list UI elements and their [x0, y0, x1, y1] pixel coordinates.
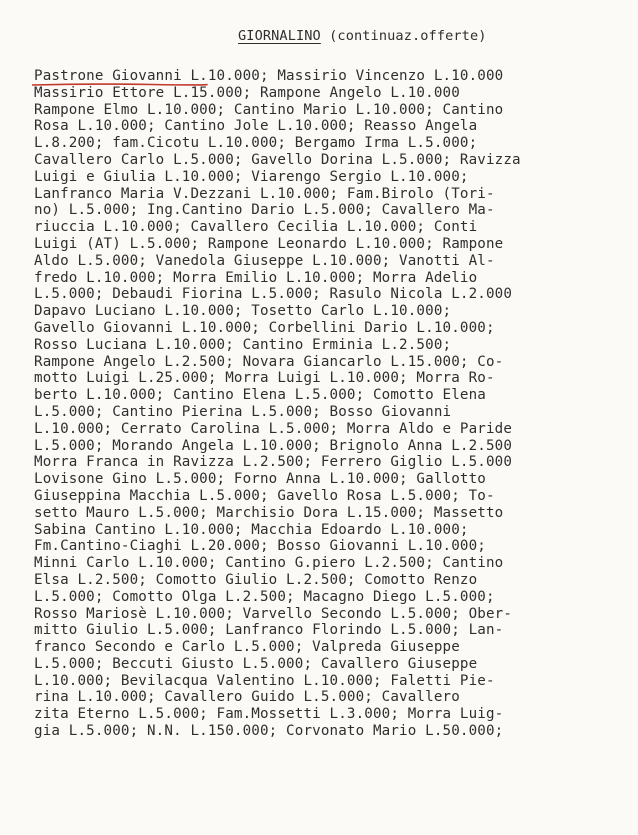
- text-line: L.5.000; Beccuti Giusto L.5.000; Cavallero Giuseppe: [34, 655, 478, 672]
- text-line: Lanfranco Maria V.Dezzani L.10.000; Fam.Birolo (Tori-: [34, 185, 495, 202]
- page-header: [238, 28, 487, 44]
- text-line: Giuseppina Macchia L.5.000; Gavello Rosa L.5.000; To-: [34, 487, 495, 504]
- text-line: rina L.10.000; Cavallero Guido L.5.000; Cavallero: [34, 689, 460, 706]
- text-line: Rosa L.10.000; Cantino Jole L.10.000; Reasso Angela: [34, 118, 478, 135]
- text-line: gia L.5.000; N.N. L.150.000; Corvonato Mario L.50.000;: [34, 723, 504, 740]
- text-line: zita Eterno L.5.000; Fam.Mossetti L.3.000; Morra Luig-: [34, 706, 504, 723]
- text-line: Massirio Ettore L.15.000; Rampone Angelo L.10.000: [34, 84, 460, 101]
- text-line: Lovisone Gino L.5.000; Forno Anna L.10.000; Gallotto: [34, 471, 486, 488]
- text-line: berto L.10.000; Cantino Elena L.5.000; Comotto Elena: [34, 387, 486, 404]
- text-line: Luigi e Giulia L.10.000; Viarengo Sergio L.10.000;: [34, 168, 469, 185]
- text-line: Rampone Elmo L.10.000; Cantino Mario L.10.000; Cantino: [34, 101, 504, 118]
- text-line: riuccia L.10.000; Cavallero Cecilia L.10.000; Conti: [34, 219, 478, 236]
- text-line: setto Mauro L.5.000; Marchisio Dora L.15.000; Massetto: [34, 504, 504, 521]
- text-line: Elsa L.2.500; Comotto Giulio L.2.500; Comotto Renzo: [34, 571, 478, 588]
- text-line: Rosso Luciana L.10.000; Cantino Erminia L.2.500;: [34, 336, 452, 353]
- header-subtitle: (continuaz.offerte): [329, 28, 487, 44]
- text-line: Sabina Cantino L.10.000; Macchia Edoardo L.10.000;: [34, 521, 469, 538]
- text-line: Cavallero Carlo L.5.000; Gavello Dorina L.5.000; Ravizza: [34, 151, 521, 168]
- text-line: motto Luigi L.25.000; Morra Luigi L.10.000; Morra Ro-: [34, 370, 495, 387]
- text-line: L.10.000; Bevilacqua Valentino L.10.000; Faletti Pie-: [34, 672, 495, 689]
- text-line: Rosso Mariosè L.10.000; Varvello Secondo L.5.000; Ober-: [34, 605, 513, 622]
- text-line: Gavello Giovanni L.10.000; Corbellini Dario L.10.000;: [34, 319, 495, 336]
- text-line: L.10.000; Cerrato Carolina L.5.000; Morra Aldo e Paride: [34, 420, 513, 437]
- text-line: L.5.000; Debaudi Fiorina L.5.000; Rasulo Nicola L.2.000: [34, 286, 513, 303]
- text-line: L.5.000; Cantino Pierina L.5.000; Bosso Giovanni: [34, 403, 452, 420]
- text-line: mitto Giulio L.5.000; Lanfranco Florindo L.5.000; Lan-: [34, 622, 504, 639]
- header-title: GIORNALINO: [238, 28, 321, 44]
- text-line: Dapavo Luciano L.10.000; Tosetto Carlo L.10.000;: [34, 303, 452, 320]
- donations-list: [34, 68, 614, 740]
- text-line: Morra Franca in Ravizza L.2.500; Ferrero Giglio L.5.000: [34, 454, 513, 471]
- text-line: Minni Carlo L.10.000; Cantino G.piero L.2.500; Cantino: [34, 555, 504, 572]
- text-line: L.8.200; fam.Cicotu L.10.000; Bergamo Irma L.5.000;: [34, 135, 478, 152]
- text-line: fredo L.10.000; Morra Emilio L.10.000; Morra Adelio: [34, 269, 478, 286]
- text-line: Fm.Cantino-Ciaghi L.20.000; Bosso Giovanni L.10.000;: [34, 538, 486, 555]
- text-line: Pastrone Giovanni L.10.000; Massirio Vincenzo L.10.000: [34, 68, 504, 84]
- text-line: Aldo L.5.000; Vanedola Giuseppe L.10.000; Vanotti Al-: [34, 252, 495, 269]
- text-line: Rampone Angelo L.2.500; Novara Giancarlo L.15.000; Co-: [34, 353, 504, 370]
- text-line: L.5.000; Comotto Olga L.2.500; Macagno Diego L.5.000;: [34, 588, 495, 605]
- text-line: Luigi (AT) L.5.000; Rampone Leonardo L.10.000; Rampone: [34, 235, 504, 252]
- text-line: no) L.5.000; Ing.Cantino Dario L.5.000; Cavallero Ma-: [34, 202, 495, 219]
- text-line: L.5.000; Morando Angela L.10.000; Brignolo Anna L.2.500: [34, 437, 513, 454]
- text-line: franco Secondo e Carlo L.5.000; Valpreda Giuseppe: [34, 639, 460, 656]
